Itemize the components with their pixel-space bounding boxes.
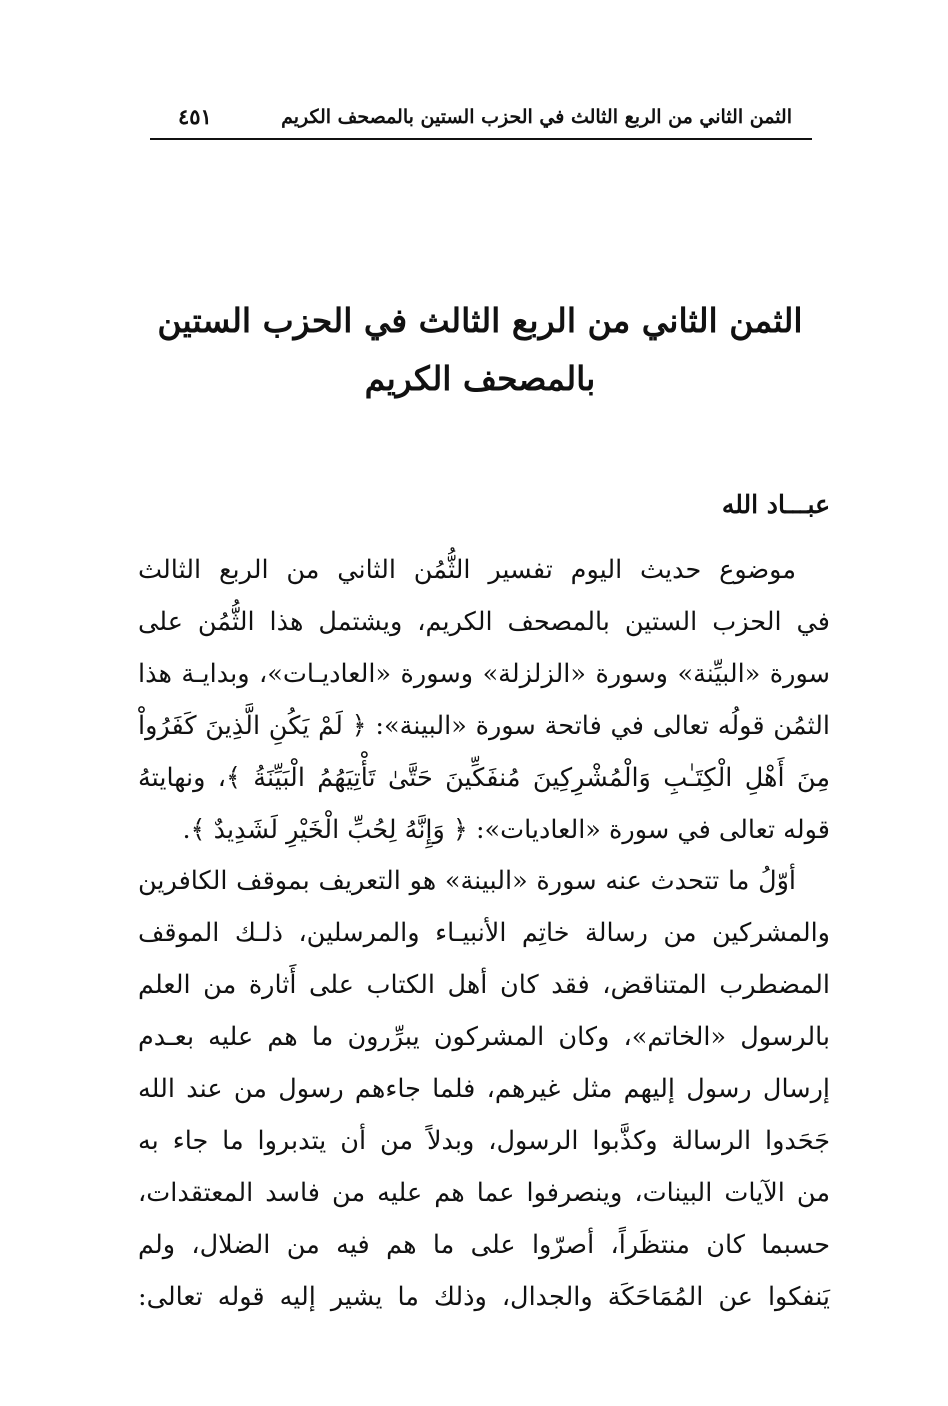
paragraph-1 [138, 544, 830, 856]
text-line: حسبما كان منتظَراً، أصرّوا على ما هم فيه من الضلال، ولم [138, 1230, 830, 1260]
chapter-title-line: بالمصحف الكريم [364, 359, 596, 398]
chapter-title [140, 292, 820, 408]
text-line: في الحزب الستين بالمصحف الكريم، ويشتمل هذا الثُّمُن على [138, 607, 830, 637]
text-line: من الآيات البينات، وينصرفوا عما هم عليه من فاسد المعتقدات، [138, 1178, 830, 1208]
text-line: أوّلُ ما تتحدث عنه سورة «البينة» هو التعريف بموقف الكافرين [138, 866, 796, 896]
text-line: جَحَدوا الرسالة وكذَّبوا الرسول، وبدلاً من أن يتدبروا ما جاء به [138, 1126, 830, 1156]
text-line: والمشركين من رسالة خاتِم الأنبيـاء والمرسلين، ذلـك الموقف [138, 918, 830, 948]
address-heading: عبـــاد الله [721, 490, 830, 519]
text-line: يَنفكوا عن المُمَاحَكَة والجدال، وذلك ما يشير إليه قوله تعالى: [138, 1282, 830, 1312]
paragraph-2 [138, 855, 830, 1323]
text-line: قوله تعالى في سورة «العاديات»: ﴿ وَإِنَّهُ لِحُبِّ الْخَيْرِ لَشَدِيدٌ ﴾. [182, 815, 830, 845]
page-number: ٤٥١ [178, 104, 212, 129]
text-line: بالرسول «الخاتم»، وكان المشركون يبرِّرون ما هم عليه بعـدم [138, 1022, 830, 1052]
text-line: موضوع حديث اليوم تفسير الثُّمُن الثاني من الربع الثالث [138, 555, 796, 585]
text-line: المضطرب المتناقض، فقد كان أهل الكتاب على أَثارة من العلم [138, 970, 830, 1000]
chapter-title-line: الثمن الثاني من الربع الثالث في الحزب الستين [157, 301, 803, 340]
text-line: الثمُن قولُه تعالى في فاتحة سورة «البينة»: ﴿ لَمْ يَكُنِ الَّذِينَ كَفَرُواْ [138, 711, 830, 741]
text-line: مِنَ أَهْلِ الْكِتَـٰبِ وَالْمُشْرِكِينَ مُنفَكِّينَ حَتَّىٰ تَأْتِيَهُمُ الْبَيِّنَةُ ﴾، ونهايتهُ [138, 763, 830, 793]
running-title: الثمن الثاني من الربع الثالث في الحزب الستين بالمصحف الكريم [281, 106, 792, 128]
running-header [150, 100, 812, 140]
text-line: إرسال رسول إليهم مثل غيرهم، فلما جاءهم رسول من عند الله [138, 1074, 830, 1104]
text-line: سورة «البيِّنة» وسورة «الزلزلة» وسورة «العاديـات»، وبدايـة هذا [138, 659, 830, 689]
